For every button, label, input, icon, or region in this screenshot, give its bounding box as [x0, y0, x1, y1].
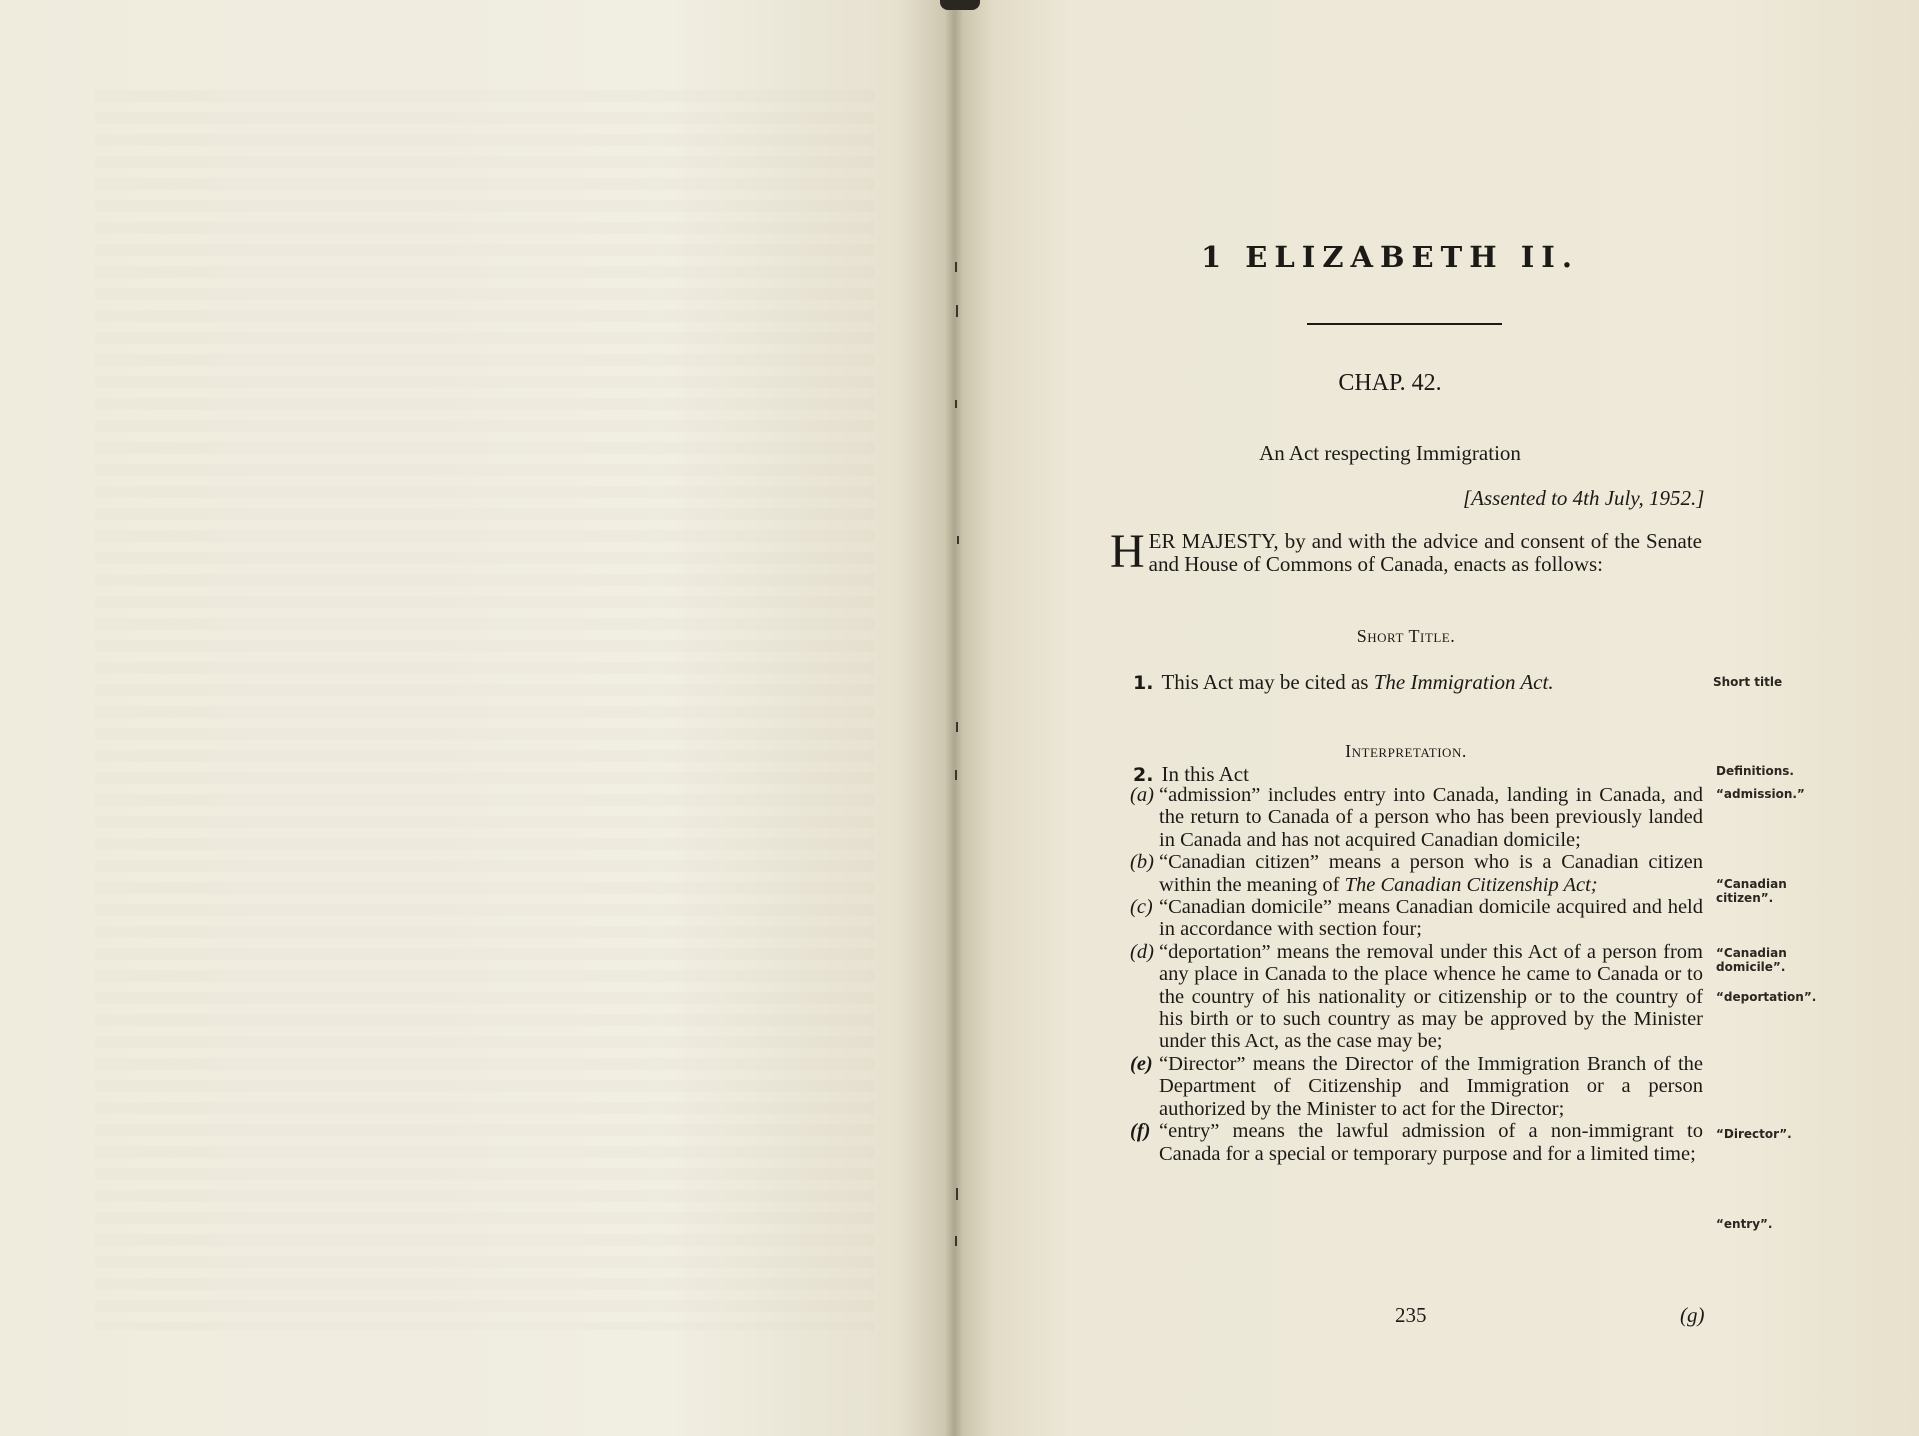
definition-label: (f) [1130, 1120, 1151, 1143]
drop-cap: H [1110, 525, 1145, 578]
binding-speck [955, 770, 957, 780]
definition-label: (b) [1130, 851, 1154, 874]
definition-text: “deportation” means the removal under this Act of a person from any place in Canada to the place whence he came to Canada or to the country of his nationality or citizenship or to the country of his birth or to such country as may be approved by the Minister under this Act, as the case may be; [1159, 940, 1703, 1053]
section-1 [1133, 670, 1554, 695]
heading-rule [1307, 323, 1502, 325]
margin-note-entry: “entry”. [1716, 1217, 1773, 1231]
margin-note-admission: “admission.” [1716, 787, 1805, 801]
long-title: An Act respecting Immigration [1259, 441, 1521, 465]
binding-speck [956, 722, 958, 732]
definition-label: (c) [1130, 896, 1153, 919]
enacting-text: ER MAJESTY, by and with the advice and consent of the Senate and House of Commons of Canada, enacts as follows: [1148, 529, 1702, 576]
binding-speck [956, 1188, 958, 1200]
binding-speck [955, 1236, 957, 1246]
definition-text: “Canadian domicile” means Canadian domicile acquired and held in accordance with section four; [1159, 896, 1703, 941]
margin-note-short-title: Short title [1713, 675, 1783, 689]
act-title: The Immigration Act. [1373, 670, 1554, 694]
reign-heading: 1 ELIZABETH II. [1201, 240, 1579, 274]
section-text: This Act may be cited as [1161, 670, 1374, 694]
definition-e [1130, 1052, 1703, 1120]
binding-edge [940, 0, 980, 10]
short-title-heading: Short Title. [1356, 626, 1456, 646]
definitions-list [1130, 784, 1703, 1165]
margin-note-director: “Director”. [1716, 1127, 1792, 1141]
book-gutter [945, 0, 963, 1436]
interpretation-heading: Interpretation. [1345, 741, 1467, 761]
definition-d [1130, 940, 1703, 1053]
margin-note-deportation: “deportation”. [1716, 990, 1817, 1004]
definition-text: “admission” includes entry into Canada, landing in Canada, and the return to Canada of a person who has been previously landed in Canada and has not acquired Canadian domicile; [1159, 784, 1703, 851]
section-text: In this Act [1161, 762, 1249, 786]
definition-text: “Director” means the Director of the Immigration Branch of the Department of Citizenship and Immigration or a person authorized by the Minister to act for the Director; [1159, 1052, 1703, 1120]
chapter-number: CHAP. 42. [1338, 370, 1442, 396]
definition-label: (d) [1130, 940, 1154, 963]
catchword: (g) [1680, 1303, 1705, 1327]
page-number: 235 [1395, 1303, 1427, 1327]
show-through-text [95, 90, 875, 1330]
margin-note-canadian-citizen: “Canadian citizen”. [1716, 877, 1787, 905]
definition-label: (a) [1130, 784, 1154, 806]
right-page [955, 0, 1919, 1436]
act-title: The Canadian Citizenship Act; [1344, 873, 1598, 896]
definition-text: “entry” means the lawful admission of a non-immigrant to Canada for a special or temporary purpose and for a limited time; [1159, 1120, 1703, 1165]
definition-f [1130, 1120, 1703, 1165]
enacting-clause [1110, 525, 1702, 578]
assent-date: [Assented to 4th July, 1952.] [1463, 486, 1705, 510]
definition-label: (e) [1130, 1052, 1153, 1075]
definition-b [1130, 851, 1703, 896]
section-number: 2. [1133, 764, 1154, 786]
definition-text: “Canadian citizen” means a person who is a Canadian citizen within the meaning of [1159, 851, 1703, 896]
left-page-blank [0, 0, 955, 1436]
binding-speck [955, 400, 957, 408]
binding-speck [957, 536, 959, 544]
section-number: 1. [1133, 672, 1154, 694]
definition-a [1130, 784, 1703, 851]
margin-note-canadian-domicile: “Canadian domicile”. [1716, 946, 1787, 974]
binding-speck [955, 262, 957, 272]
binding-speck [956, 305, 958, 317]
definition-c [1130, 896, 1703, 941]
margin-note-definitions: Definitions. [1716, 764, 1794, 778]
